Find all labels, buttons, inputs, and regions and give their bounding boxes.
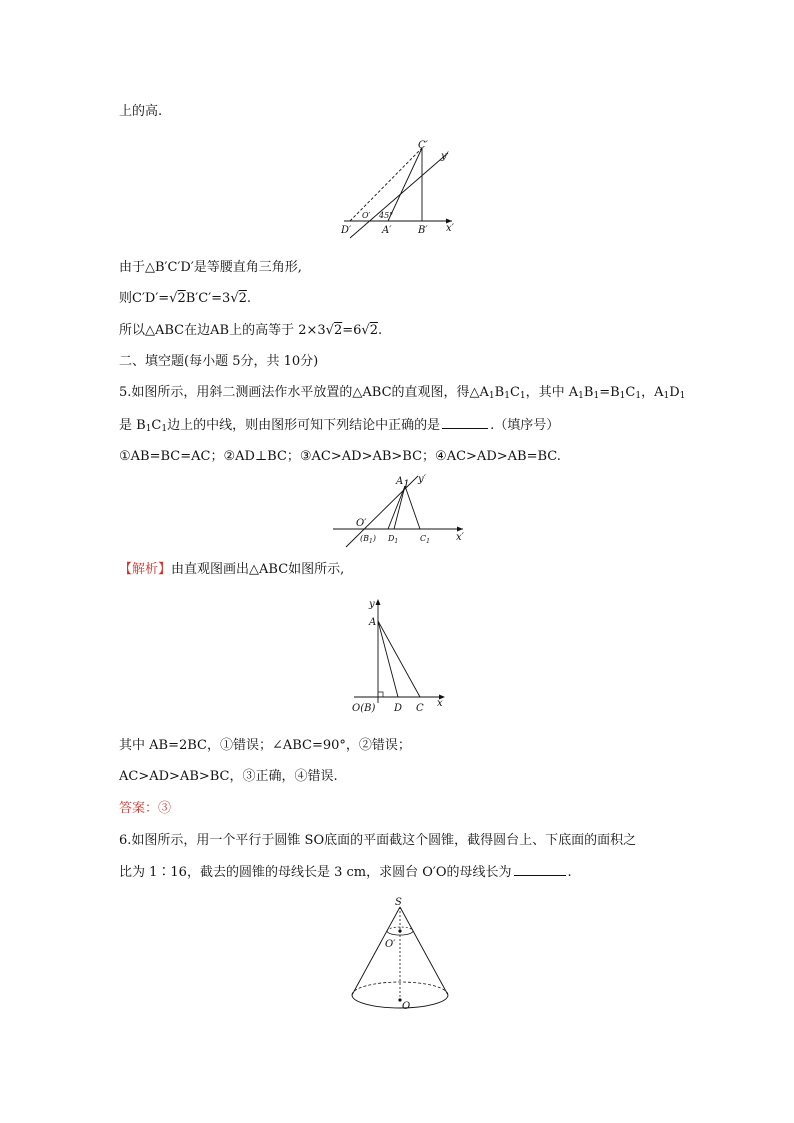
label-d1: $D_1$	[388, 534, 399, 545]
label-b1: $(B_1)$	[360, 534, 376, 545]
q6-line-2: 比为 1∶16，截去的圆锥的母线长是 3 cm，求圆台 O′O的母线长为 .	[119, 865, 572, 880]
analysis-line: 【解析】由直观图画出△ABC如图所示,	[119, 562, 345, 577]
label-x-prime-2: x′	[456, 532, 464, 543]
answer-blank-q5	[442, 416, 488, 429]
figure-cone	[345, 895, 455, 1020]
figure-oblique-triangle-1	[340, 140, 460, 240]
label-a1: A1	[396, 476, 410, 490]
label-a-prime: A′	[382, 225, 392, 236]
label-s: S	[395, 897, 402, 908]
figure-original-triangle	[350, 595, 450, 717]
text-line-isosceles: 由于△B′C′D′是等腰直角三角形,	[119, 260, 302, 275]
label-y: y	[369, 599, 375, 610]
result-line-2: AC>AD>AB>BC，③正确，④错误.	[119, 769, 338, 784]
q5-line-2: 是 $B_1C_1$边上的中线，则由图形可知下列结论中正确的是 .（填序号）	[119, 418, 560, 434]
result-line-1: 其中 AB=2BC，①错误；∠ABC=90°，②错误；	[119, 738, 411, 753]
answer-blank-q6	[514, 863, 566, 876]
label-x: x	[437, 698, 443, 709]
label-x-prime: x′	[446, 223, 454, 234]
label-d-prime: D′	[341, 225, 352, 236]
analysis-tag: 【解析】	[119, 562, 172, 577]
label-y-prime: y′	[441, 151, 449, 162]
label-d: D	[394, 703, 403, 714]
q5-line-1: 5.如图所示，用斜二测画法作水平放置的△ABC的直观图，得$\triangle A_1B_1C_1$，其中 $A_1B_1=B_1C_1$，$A_1D_1$	[119, 385, 686, 401]
label-y-prime-2: y′	[418, 474, 426, 485]
text-line-cd-length: 则C′D′=√2B′C′=3√2.	[119, 291, 252, 306]
label-b-prime: B′	[418, 225, 428, 236]
label-a: A	[369, 617, 377, 628]
label-o-prime-2: O′	[356, 518, 367, 529]
label-c-prime: C′	[418, 140, 428, 151]
figure-oblique-triangle-2	[330, 470, 470, 550]
label-o-cone: O	[402, 1001, 411, 1012]
section-heading: 二、填空题(每小题 5分，共 10分)	[119, 354, 319, 369]
q6-line-1: 6.如图所示，用一个平行于圆锥 SO底面的平面截这个圆锥，截得圆台上、下底面的面积之	[119, 833, 637, 848]
label-c: C	[416, 703, 424, 714]
answer-line: 答案：③	[119, 801, 172, 816]
label-o-prime: O′	[362, 211, 371, 220]
label-o-b: O(B)	[352, 703, 376, 714]
label-c1: $C_1$	[420, 534, 430, 545]
q5-options: ①AB=BC=AC；②AD⊥BC；③AC>AD>AB>BC；④AC>AD>AB=BC.	[119, 449, 561, 464]
label-angle-45: 45°	[379, 211, 394, 220]
text-line-height-value: 所以△ABC在边AB上的高等于 2×3√2=6√2.	[119, 323, 383, 338]
label-o-prime-cone: O′	[385, 939, 396, 950]
text-line-height-conclusion: 上的高.	[119, 104, 163, 119]
